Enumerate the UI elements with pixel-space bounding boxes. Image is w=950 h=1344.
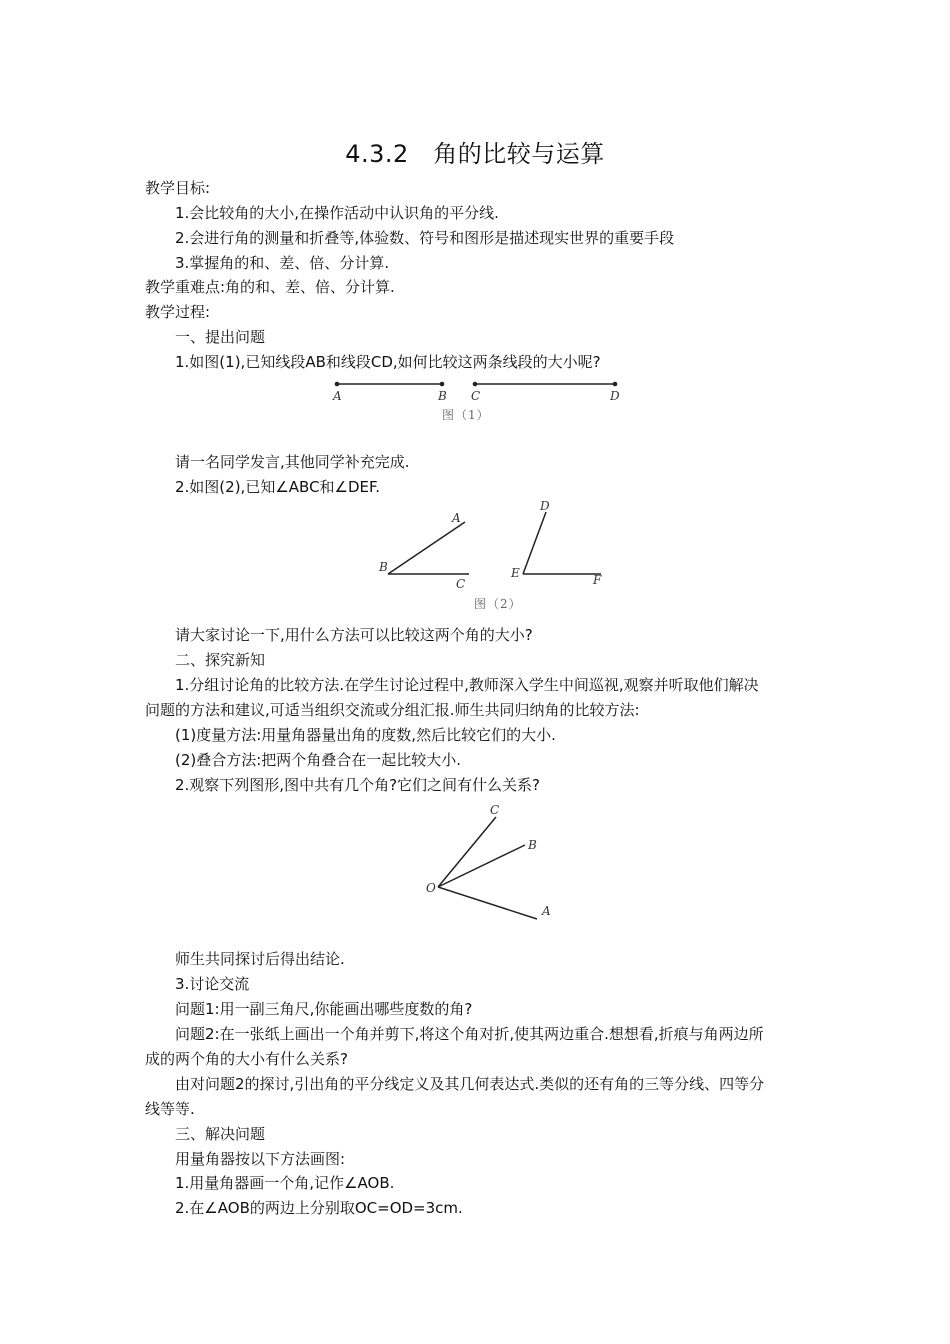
text-line: 请一名同学发言,其他同学补充完成. <box>175 453 410 471</box>
point-label: C <box>471 389 481 403</box>
text-line: 3.讨论交流 <box>175 975 250 993</box>
text-line: 用量角器按以下方法画图: <box>175 1150 346 1168</box>
text-line: 1.如图(1),已知线段AB和线段CD,如何比较这两条线段的大小呢? <box>175 353 601 371</box>
text-line: 线等等. <box>145 1100 195 1118</box>
text-line: 2.如图(2),已知∠ABC和∠DEF. <box>175 478 380 496</box>
page-title: 4.3.2 角的比较与运算 <box>345 140 605 168</box>
text-line: 1.会比较角的大小,在操作活动中认识角的平分线. <box>175 204 499 222</box>
text-line: 1.用量角器画一个角,记作∠AOB. <box>175 1174 395 1192</box>
figure-caption: 图（2） <box>474 597 522 611</box>
point-label: D <box>610 389 620 403</box>
section-heading: 一、提出问题 <box>175 328 266 346</box>
point-label: B <box>438 389 447 403</box>
text-line: 由对问题2的探讨,引出角的平分线定义及其几何表达式.类似的还有角的三等分线、四等分 <box>175 1075 765 1093</box>
point-label: A <box>452 511 461 525</box>
text-line: 成的两个角的大小有什么关系? <box>145 1050 348 1068</box>
text-line: 3.掌握角的和、差、倍、分计算. <box>175 254 390 272</box>
text-line: 问题的方法和建议,可适当组织交流或分组汇报.师生共同归纳角的比较方法: <box>145 701 640 719</box>
figure-1-segments <box>325 376 630 428</box>
section-heading: 二、探究新知 <box>175 651 266 669</box>
figure-3-rays <box>420 800 560 925</box>
text-line: 2.观察下列图形,图中共有几个角?它们之间有什么关系? <box>175 776 541 794</box>
point-label: A <box>333 389 342 403</box>
text-line: 请大家讨论一下,用什么方法可以比较这两个角的大小? <box>175 626 533 644</box>
text-line: (2)叠合方法:把两个角叠合在一起比较大小. <box>175 751 462 769</box>
text-line: 师生共同探讨后得出结论. <box>175 950 345 968</box>
text-line: 问题1:用一副三角尺,你能画出哪些度数的角? <box>175 1000 473 1018</box>
figure-2-angles <box>370 498 620 616</box>
point-label: B <box>379 560 388 574</box>
section-heading: 三、解决问题 <box>175 1125 266 1143</box>
text-line: 1.分组讨论角的比较方法.在学生讨论过程中,教师深入学生中间巡视,观察并听取他们解决 <box>175 676 759 694</box>
text-line: 教学目标: <box>145 179 211 197</box>
text-line: 问题2:在一张纸上画出一个角并剪下,将这个角对折,使其两边重合.想想看,折痕与角两边所 <box>175 1025 764 1043</box>
point-label: E <box>511 566 520 580</box>
text-line: 教学过程: <box>145 303 211 321</box>
point-label: C <box>456 577 466 591</box>
text-line: 教学重难点:角的和、差、倍、分计算. <box>145 278 395 296</box>
point-label: C <box>490 803 500 817</box>
figure-caption: 图（1） <box>442 408 490 422</box>
text-line: 2.在∠AOB的两边上分别取OC=OD=3cm. <box>175 1199 463 1217</box>
point-label: F <box>593 573 602 587</box>
text-line: (1)度量方法:用量角器量出角的度数,然后比较它们的大小. <box>175 726 556 744</box>
point-label: A <box>542 904 551 918</box>
text-line: 2.会进行角的测量和折叠等,体验数、符号和图形是描述现实世界的重要手段 <box>175 229 675 247</box>
point-label: D <box>540 499 550 513</box>
point-label: B <box>528 838 537 852</box>
point-label: O <box>426 881 436 895</box>
